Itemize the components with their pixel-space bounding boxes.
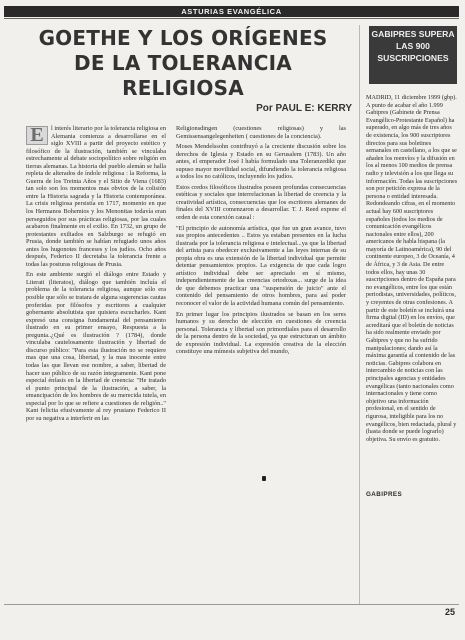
paragraph: En este ambiente surgió el diálogo entre Estado y Literati (literatos), diálogo que también incluía el problema de la tolerancia religiosa, aunque sólo era posible que sólo se tratara de alguna sugerencias cautas proferidas por filósofos y escritores a cualquier gobernante absolutista que quisiera escucharles. Kant expresó una consigna fundamental del pensamiento ilustrado en su primer ensayo, Respuesta a la pregunta..¿Qué es ilustración ? (1784), donde vinculaba cautelosamente ilustración y libertad de discurso público: "Para esta ilustración no se requiere mas que una cosa, libertad, y la mas inocente entre todas las que llevan ese nombre, a saber, libertad de hacer uso público de su razón íntegramente. Kant pone especial énfasis en la libertad de creencia: "He tratado el punto principal de la ilustración, a saber, la emancipación de los hombres de su merecida tutela, en especial por lo que se refiere a cuestiones de religión.." Kant felicita efusivamente al rey prusiano Federico II por su negativa a interferir en las xyxy=(26,271,166,422)
sidebar-headline-line-2: LAS 900 xyxy=(396,41,430,51)
article-title xyxy=(14,26,352,101)
quote-paragraph: "El principio de autonomía artística, que fue un gran avance, tuvo sus propios antecedentes .. Estos ya estaban presentes en la lucha ilustrada por la tolerancia religiosa e intelectual...ya que la libertad del artista para obedecer exclusivamente a las leyes internas de su propia obra es una extensión de la libertad individual que permite detentar pensamientos propios. La exigencia de que cada logro artístico individual debe ser apreciado en sí mismo, independientemente de las creencias ortodoxas... surge de la idea de que debemos practicar una "suspensión de juicio" ante el contenido del pensamiento de otros hombres, para así poder reconocer el valor de la actividad humana común del pensamiento. xyxy=(176,224,346,308)
title-line-3: RELIGIOSA xyxy=(122,76,244,100)
sidebar-headline-line-3: SUSCRIPCIONES xyxy=(377,53,449,63)
sidebar-headline-line-1: GABIPRES SUPERA xyxy=(371,29,455,39)
section-marker xyxy=(262,476,266,481)
sidebar-headline xyxy=(369,26,457,84)
column-divider xyxy=(359,25,360,605)
paragraph: En primer lugar los principios ilustrados se basan en los seres humanos y su derecho de elección en cuestiones de creencia personal. Tolerancia y libertad son primordiales para el desarrollo de la persona dentro de la sociedad, ya que estructuran un ámbito de expresión individual. La expresión creativa de la elección constituye una mímesis subjetiva del mundo, xyxy=(176,310,346,356)
section-header: ASTURIAS EVANGÉLICA xyxy=(4,6,459,17)
article-column-1 xyxy=(26,125,166,425)
page-number: 25 xyxy=(444,607,455,617)
paragraph xyxy=(26,125,166,268)
title-line-2: DE LA TOLERANCIA xyxy=(74,51,292,75)
paragraph: Moses Mendelssohn contribuyó a la creciente discusión sobre los derechos de Iglesia y Estado en su Gerusalem (1783). Un año antes, el emperador José I había formulado una Toleranzedikt que supuso mayor movilidad social, difundiendo la tolerancia religiosa a todos los no católicos, incluyendo los judíos. xyxy=(176,143,346,181)
paragraph-text: l interés literario por la tolerancia religiosa en Alemania comienza a desarrollarse en el siglo XVIII a partir del proyecto estético y filosófico de la ilustración, también se vinculaba estrechamente al debate sociopolítico sobre religión en tierras alemanas. La historia del pueblo alemán se halla repleta de alterados de índole religiosa : la Reforma, la Guerra de los Treinta Años y el Sitio de Viena (1683) tan solo son los momentos mas obvios de la colisión entre la Historia sagrada y la Historia contemporánea. La crisis religiosa persistía en 1717, momento en que los Hermanos Bohemios y los Menonitas todavía eran perseguidos por sus prácticas religiosas, por las cuales acabaron finalmente en el exilio. En 1732, un grupo de protestantes exiliados en Salzburgo se refugió en Prusia, donde también se habían refugiado unos años antes los hugonotes franceses y los judíos. Ocho años después, Federico II decretaba la tolerancia frente a todas las posturas religiosas de Prusia. xyxy=(26,125,166,268)
header-divider xyxy=(4,18,459,19)
paragraph: Religionsdingen (cuestiones religiosas) y las Gemissensangelegenheiten ( cuestiones de la conciencia). xyxy=(176,125,346,140)
sidebar-signature: GABIPRES xyxy=(366,491,403,498)
sidebar-body: MADRID, 11 diciembre 1999 (gbp). A punto de acabar el año 1.999 Gabipres (Gabinete de Prensa Evangélico-Protestante Español) ha superado, en algo más de tres años de existencia, los 900 suscriptores directos para sus boletines semanales en castellano, a los que se añaden los reenvíos y la difusión en los al menos 100 medios de prensa radio y televisión a los que llega su información. Todas las suscripciones son por petición expresa de la persona o entidad interesada. Redondeando cifras, en el momento actual hay 600 suscriptores españoles (todos los medios de comunicación evangélicos nacionales entre ellos), 200 americanos de habla hispana (la mayoría de Latinoamérica), 90 del continente europeo, 3 de Oceanía, 4 de África, y 3 de Asia. De entre todos ellos, hay unas 30 suscripciones dentro de España para no evangélicos, entre los que están periodistas, universidades, políticos, y creyentes de otras confesiones. A partir de este boletín se incluirá una firma digital (ID) en los envíos, que acreditará que el boletín de noticias ha sido realmente enviado por Gabipres y que no ha sufrido manipulaciones; dando así la máxima garantía al contenido de las noticias. Gabipres colabora en intercambio de noticias con las principales agencias y entidades evangélicas (tanto nacionales como internacionales y tiene como objetivo una información profesional, en el sentido de rigurosa, inteligible para los no evangélicos, bien redactada, plural y (hasta donde se puede lograrlo) objetiva. Su envío es gratuito. xyxy=(366,94,458,443)
paragraph: Estos credos filosóficos ilustrados poseen profundas consecuencias estéticas y sociales que interrelacionan la libertad de creencia y la creatividad artística, consecuencias que los escritores alemanes de finales del XVIII comenzaron a desarrollar. T. J. Reed expone el orden de esta conexión causal : xyxy=(176,183,346,222)
footer-divider xyxy=(4,604,459,605)
drop-cap: E xyxy=(26,126,48,145)
article-column-2 xyxy=(176,125,346,359)
article-byline: Por PAUL E: KERRY xyxy=(256,103,352,114)
title-line-1: GOETHE Y LOS ORÍGENES xyxy=(38,26,328,50)
